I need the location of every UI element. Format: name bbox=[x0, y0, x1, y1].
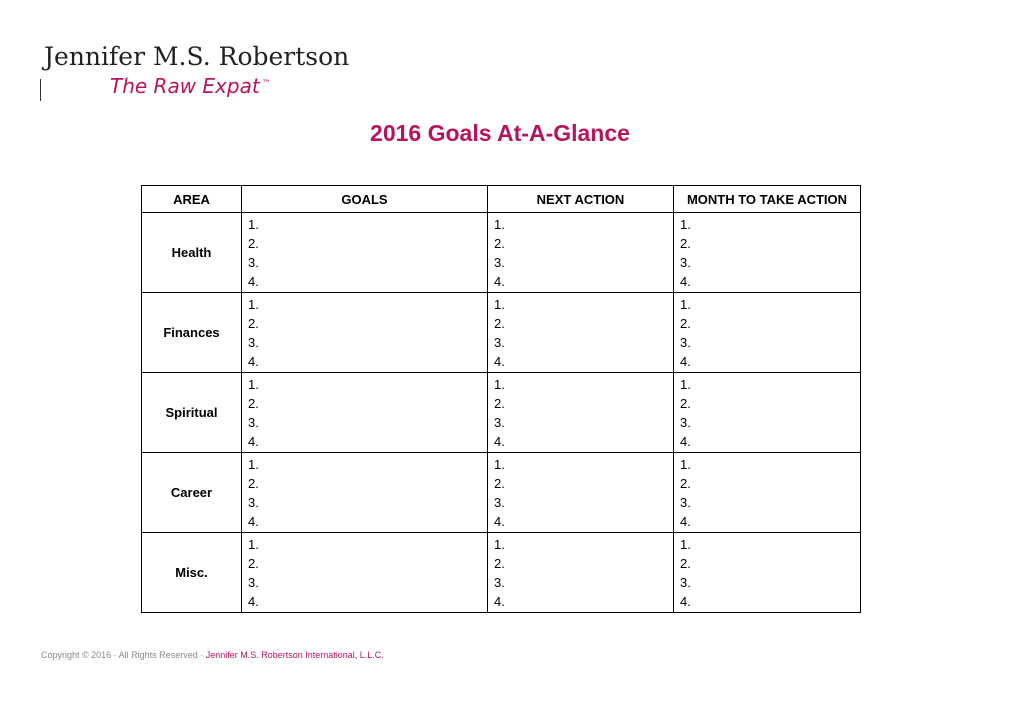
next-action-cell bbox=[488, 293, 674, 373]
column-header-area: AREA bbox=[142, 186, 242, 213]
list-item: 1. bbox=[680, 537, 691, 552]
header-divider bbox=[40, 79, 41, 101]
area-label: Finances bbox=[142, 293, 242, 373]
month-cell bbox=[674, 373, 861, 453]
list-item: 1. bbox=[680, 297, 691, 312]
company-name: Jennifer M.S. Robertson International, L.L.C. bbox=[205, 650, 384, 660]
list-item: 4. bbox=[248, 354, 259, 369]
list-item: 2. bbox=[494, 396, 505, 411]
list-item: 4. bbox=[248, 274, 259, 289]
list-item: 4. bbox=[494, 434, 505, 449]
list-item: 2. bbox=[248, 236, 259, 251]
list-item: 4. bbox=[680, 594, 691, 609]
list-item: 4. bbox=[494, 594, 505, 609]
table-row bbox=[142, 293, 861, 373]
list-item: 2. bbox=[248, 316, 259, 331]
page-title: 2016 Goals At-A-Glance bbox=[370, 120, 630, 146]
month-cell bbox=[674, 293, 861, 373]
table-body bbox=[142, 213, 861, 613]
list-item: 4. bbox=[494, 274, 505, 289]
area-label: Spiritual bbox=[142, 373, 242, 453]
next-action-cell bbox=[488, 533, 674, 613]
list-item: 3. bbox=[494, 335, 505, 350]
list-item: 4. bbox=[680, 354, 691, 369]
month-cell bbox=[674, 533, 861, 613]
goals-cell bbox=[242, 533, 488, 613]
column-header-goals: GOALS bbox=[242, 186, 488, 213]
table-row bbox=[142, 373, 861, 453]
list-item: 3. bbox=[248, 495, 259, 510]
list-item: 4. bbox=[494, 514, 505, 529]
list-item: 1. bbox=[248, 457, 259, 472]
list-item: 2. bbox=[248, 556, 259, 571]
list-item: 3. bbox=[248, 415, 259, 430]
list-item: 3. bbox=[680, 575, 691, 590]
list-item: 4. bbox=[248, 594, 259, 609]
list-item: 2. bbox=[248, 396, 259, 411]
column-header-next-action: NEXT ACTION bbox=[488, 186, 674, 213]
footer bbox=[41, 649, 384, 661]
month-cell bbox=[674, 453, 861, 533]
list-item: 1. bbox=[680, 457, 691, 472]
list-item: 1. bbox=[494, 377, 505, 392]
list-item: 3. bbox=[494, 495, 505, 510]
author-name: Jennifer M.S. Robertson bbox=[44, 42, 350, 71]
list-item: 2. bbox=[494, 236, 505, 251]
list-item: 2. bbox=[494, 556, 505, 571]
brand-header bbox=[44, 42, 364, 98]
list-item: 3. bbox=[248, 255, 259, 270]
list-item: 1. bbox=[248, 217, 259, 232]
month-cell bbox=[674, 213, 861, 293]
brand-name: The Raw Expat bbox=[110, 74, 260, 98]
list-item: 3. bbox=[494, 575, 505, 590]
list-item: 2. bbox=[680, 316, 691, 331]
table-row bbox=[142, 453, 861, 533]
list-item: 1. bbox=[494, 457, 505, 472]
list-item: 4. bbox=[680, 274, 691, 289]
list-item: 2. bbox=[680, 236, 691, 251]
goals-cell bbox=[242, 373, 488, 453]
list-item: 1. bbox=[494, 297, 505, 312]
list-item: 4. bbox=[494, 354, 505, 369]
list-item: 4. bbox=[248, 434, 259, 449]
list-item: 2. bbox=[680, 476, 691, 491]
list-item: 2. bbox=[680, 396, 691, 411]
list-item: 1. bbox=[248, 297, 259, 312]
list-item: 3. bbox=[680, 415, 691, 430]
list-item: 3. bbox=[494, 415, 505, 430]
list-item: 2. bbox=[248, 476, 259, 491]
goals-table bbox=[141, 185, 861, 613]
list-item: 3. bbox=[248, 575, 259, 590]
goals-cell bbox=[242, 453, 488, 533]
list-item: 3. bbox=[680, 335, 691, 350]
next-action-cell bbox=[488, 213, 674, 293]
brand-tagline bbox=[110, 74, 364, 98]
goals-cell bbox=[242, 293, 488, 373]
list-item: 3. bbox=[248, 335, 259, 350]
table-row bbox=[142, 213, 861, 293]
table-header-row bbox=[142, 186, 861, 213]
list-item: 1. bbox=[680, 377, 691, 392]
table-row bbox=[142, 533, 861, 613]
list-item: 3. bbox=[680, 255, 691, 270]
list-item: 1. bbox=[248, 537, 259, 552]
list-item: 1. bbox=[248, 377, 259, 392]
goals-cell bbox=[242, 213, 488, 293]
list-item: 4. bbox=[680, 434, 691, 449]
copyright-text: Copyright © 2016 · All Rights Reserved · bbox=[41, 650, 206, 660]
area-label: Health bbox=[142, 213, 242, 293]
column-header-month: MONTH TO TAKE ACTION bbox=[674, 186, 861, 213]
list-item: 3. bbox=[680, 495, 691, 510]
list-item: 3. bbox=[494, 255, 505, 270]
area-label: Misc. bbox=[142, 533, 242, 613]
area-label: Career bbox=[142, 453, 242, 533]
list-item: 2. bbox=[494, 316, 505, 331]
list-item: 4. bbox=[680, 514, 691, 529]
list-item: 1. bbox=[680, 217, 691, 232]
next-action-cell bbox=[488, 453, 674, 533]
list-item: 1. bbox=[494, 217, 505, 232]
next-action-cell bbox=[488, 373, 674, 453]
list-item: 2. bbox=[494, 476, 505, 491]
trademark-symbol: ™ bbox=[261, 79, 271, 89]
list-item: 2. bbox=[680, 556, 691, 571]
list-item: 4. bbox=[248, 514, 259, 529]
list-item: 1. bbox=[494, 537, 505, 552]
